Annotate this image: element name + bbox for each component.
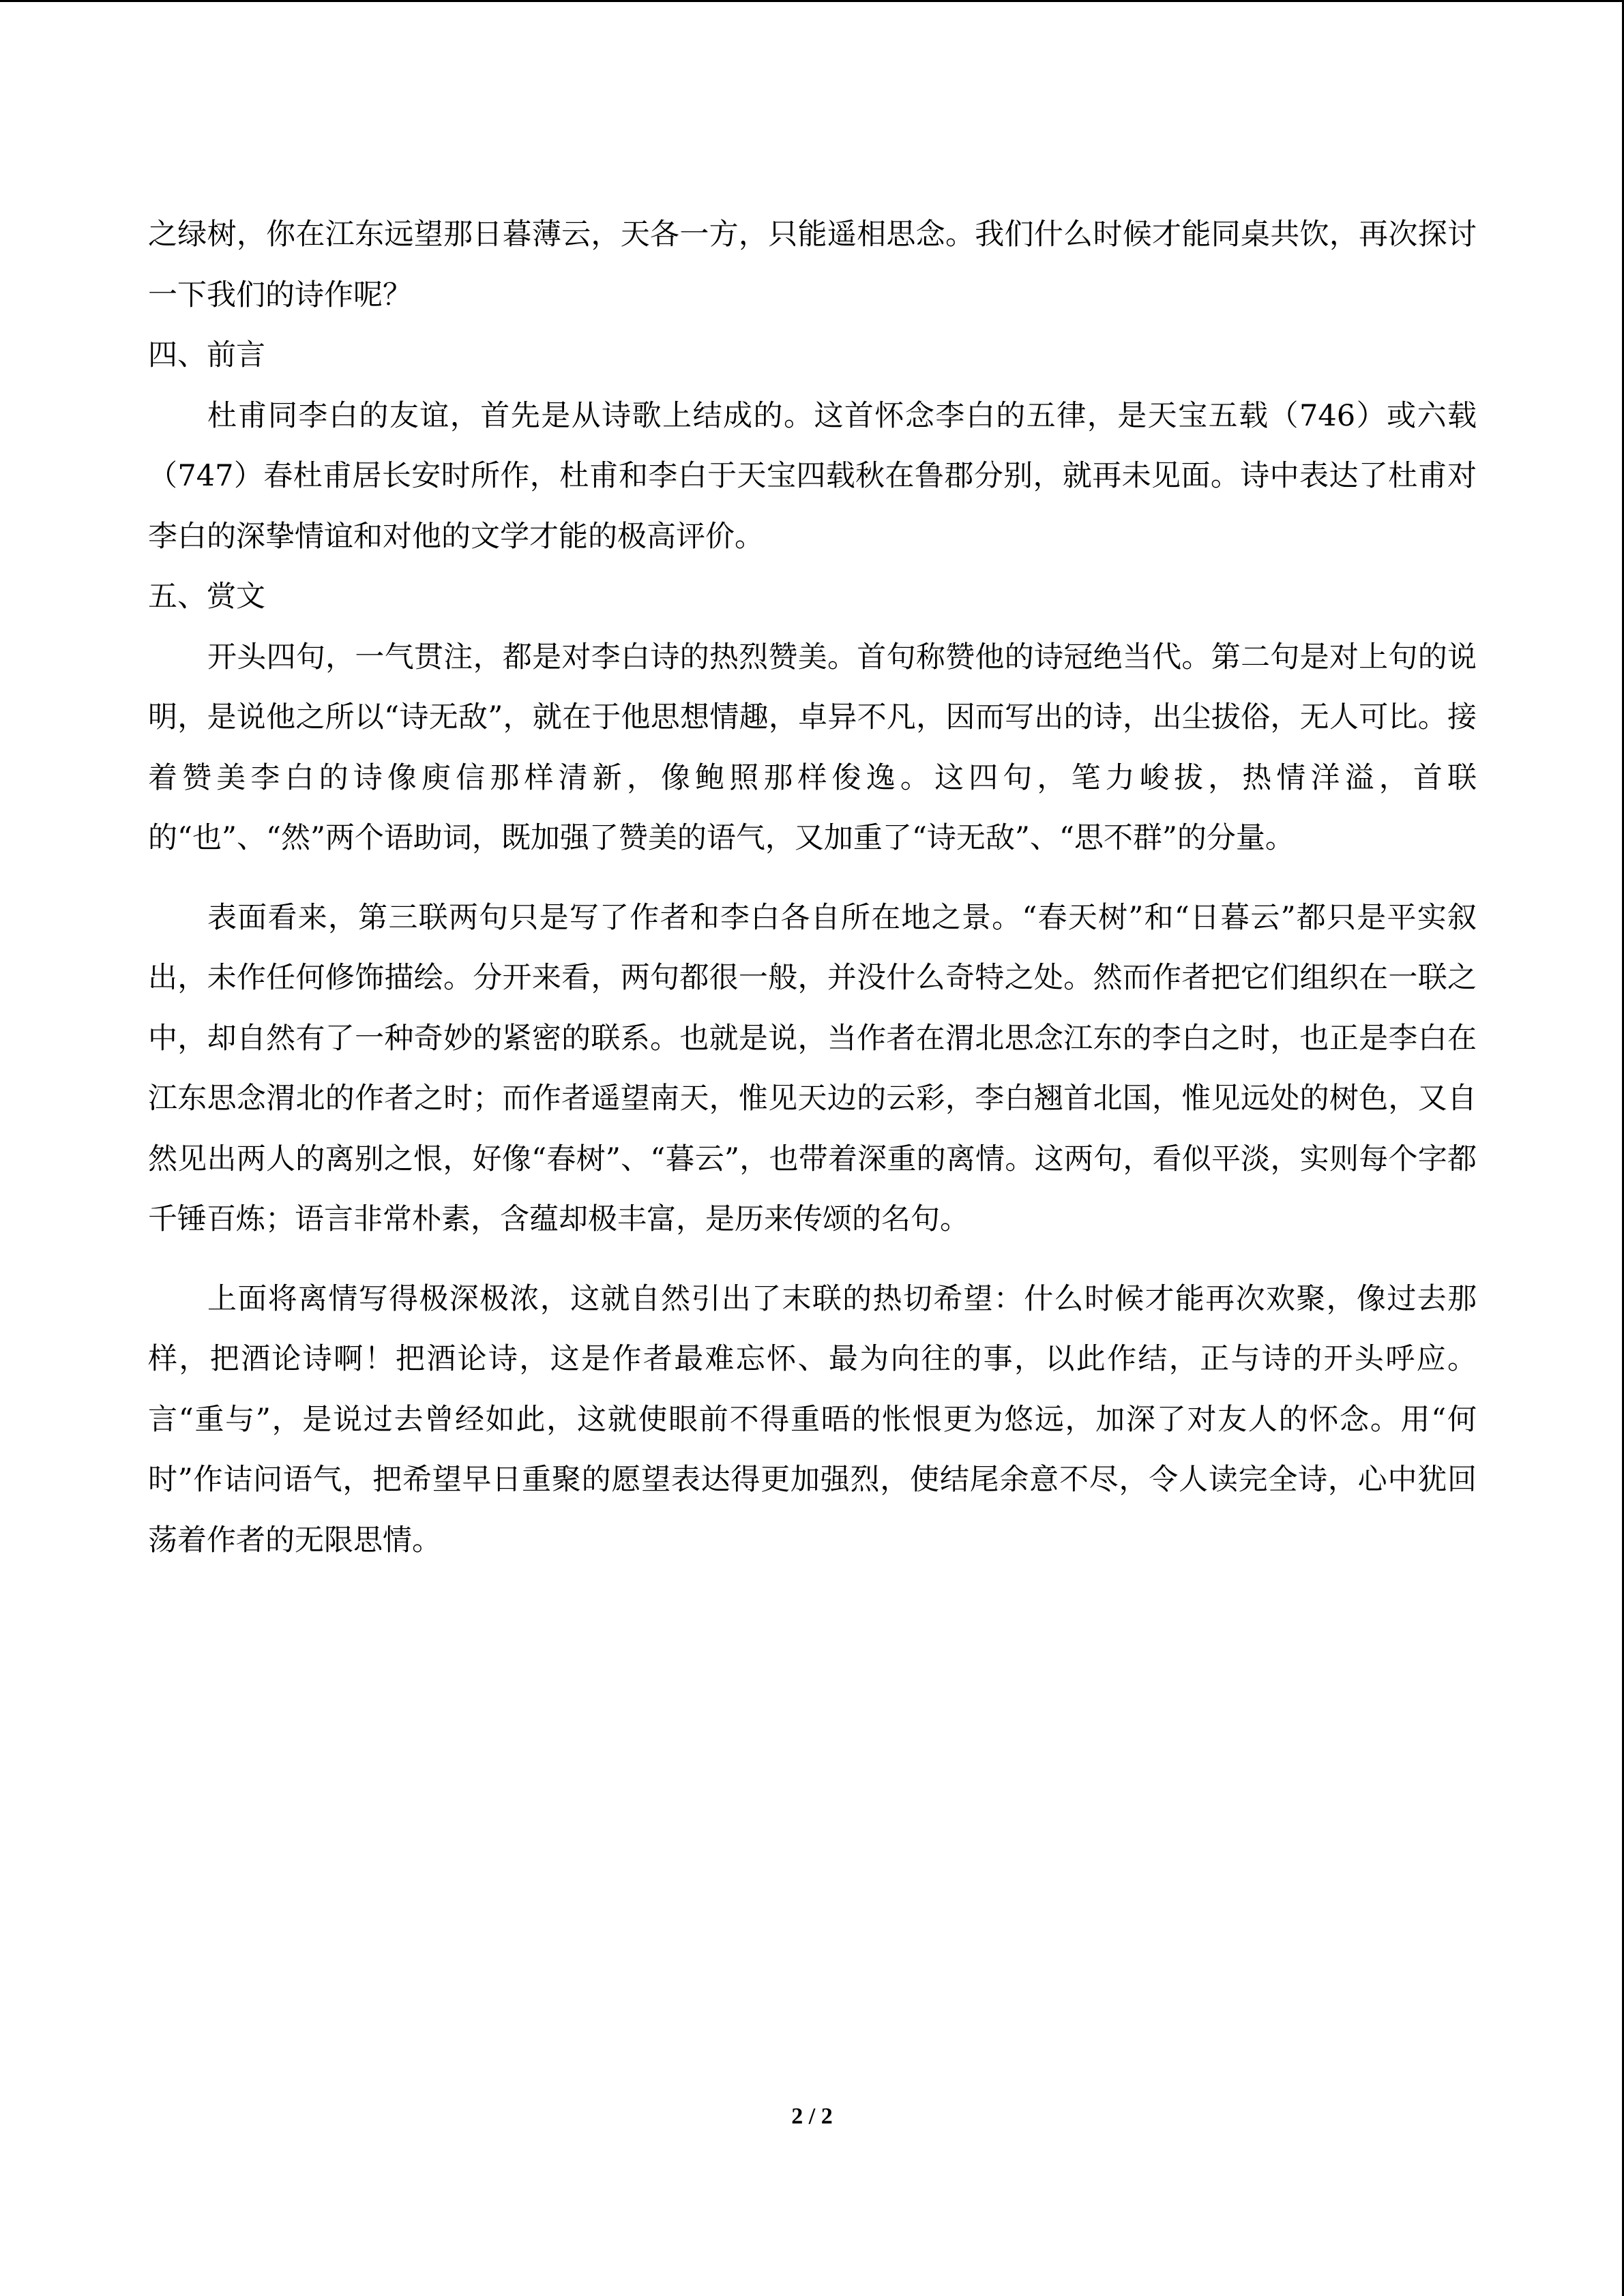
continuation-paragraph: 之绿树，你在江东远望那日暮薄云，天各一方，只能遥相思念。我们什么时候才能同桌共饮，再次探讨一下我们的诗作呢？ — [148, 218, 1477, 312]
document-body — [148, 205, 1477, 1570]
section-heading-preface: 四、前言 — [148, 338, 265, 372]
appreciation-paragraph-1: 开头四句，一气贯注，都是对李白诗的热烈赞美。首句称赞他的诗冠绝当代。第二句是对上句的说明，是说他之所以“诗无敌”，就在于他思想情趣，卓异不凡，因而写出的诗，出尘拔俗，无人可比。接着赞美李白的诗像庾信那样清新，像鲍照那样俊逸。这四句，笔力峻拔，热情洋溢，首联的“也”、“然”两个语助词，既加强了赞美的语气，又加重了“诗无敌”、“思不群”的分量。 — [148, 640, 1477, 855]
page-number: 2 / 2 — [791, 2104, 833, 2129]
preface-paragraph: 杜甫同李白的友谊，首先是从诗歌上结成的。这首怀念李白的五律，是天宝五载（746）或六载（747）春杜甫居长安时所作，杜甫和李白于天宝四载秋在鲁郡分别，就再未见面。诗中表达了杜甫对李白的深挚情谊和对他的文学才能的极高评价。 — [148, 398, 1477, 554]
appreciation-paragraph-3: 上面将离情写得极深极浓，这就自然引出了末联的热切希望：什么时候才能再次欢聚，像过去那样，把酒论诗啊！把酒论诗，这是作者最难忘怀、最为向往的事，以此作结，正与诗的开头呼应。言“重与”，是说过去曾经如此，这就使眼前不得重晤的怅恨更为悠远，加深了对友人的怀念。用“何时”作诘问语气，把希望早日重聚的愿望表达得更加强烈，使结尾余意不尽，令人读完全诗，心中犹回荡着作者的无限思情。 — [148, 1281, 1477, 1557]
section-heading-appreciation: 五、赏文 — [148, 580, 265, 614]
page-border-top — [0, 0, 1624, 2]
appreciation-paragraph-2: 表面看来，第三联两句只是写了作者和李白各自所在地之景。“春天树”和“日暮云”都只是平实叙出，未作任何修饰描绘。分开来看，两句都很一般，并没什么奇特之处。然而作者把它们组织在一联之中，却自然有了一种奇妙的紧密的联系。也就是说，当作者在渭北思念江东的李白之时，也正是李白在江东思念渭北的作者之时；而作者遥望南天，惟见天边的云彩，李白翘首北国，惟见远处的树色，又自然见出两人的离别之恨，好像“春树”、“暮云”，也带着深重的离情。这两句，看似平淡，实则每个字都千锤百炼；语言非常朴素，含蕴却极丰富，是历来传颂的名句。 — [148, 900, 1477, 1236]
